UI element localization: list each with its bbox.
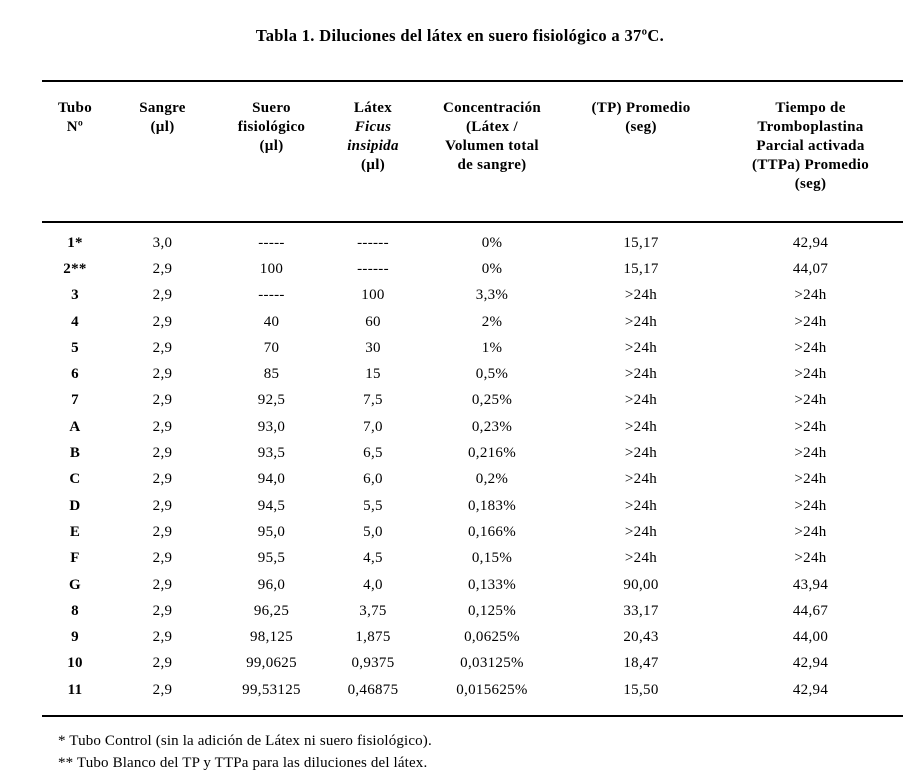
table-cell: 2,9 <box>152 313 173 330</box>
table-cell: 2,9 <box>152 523 173 540</box>
table-row <box>42 309 903 335</box>
table-cell: >24h <box>624 471 658 488</box>
footnote-blank: ** Tubo Blanco del TP y TTPa para las diluciones del látex. <box>58 754 428 771</box>
table-row <box>42 256 903 282</box>
table-cell: 0% <box>481 234 503 251</box>
table-cell: 8 <box>71 602 79 619</box>
table-cell: ----- <box>258 234 285 251</box>
table-row <box>42 222 903 256</box>
table-cell: >24h <box>624 392 658 409</box>
table-row <box>42 651 903 677</box>
column-header: Sangre (µl) <box>108 81 217 222</box>
table-row <box>42 598 903 624</box>
table-cell: >24h <box>624 366 658 383</box>
table-row <box>42 493 903 519</box>
table-cell: 4 <box>71 313 79 330</box>
table-cell: 0,125% <box>467 602 517 619</box>
table-cell: >24h <box>794 445 827 462</box>
table-cell: B <box>69 445 81 462</box>
table-cell: 0,015625% <box>456 681 528 698</box>
table-cell: >24h <box>624 418 658 435</box>
table-cell: 6,5 <box>363 445 383 462</box>
table-cell: C <box>69 471 81 488</box>
table-cell: 3,75 <box>359 602 387 619</box>
table-cell: 2,9 <box>152 497 173 514</box>
table-cell: 100 <box>259 260 284 277</box>
table-cell: 0,166% <box>467 523 517 540</box>
table-cell: 3,3% <box>475 287 509 304</box>
table-cell: 95,5 <box>257 550 286 567</box>
table-cell: 94,0 <box>257 471 286 488</box>
table-cell: 7,0 <box>363 418 383 435</box>
table-cell: 44,67 <box>792 602 829 619</box>
table-cell: 4,0 <box>363 576 383 593</box>
table-cell: >24h <box>624 287 658 304</box>
table-cell: 42,94 <box>792 681 829 698</box>
table-cell: 20,43 <box>623 629 659 646</box>
table-cell: >24h <box>624 445 658 462</box>
table-cell: 99,53125 <box>242 681 301 698</box>
table-cell: 2,9 <box>152 366 173 383</box>
table-cell: 1% <box>481 339 503 356</box>
table-cell: ------ <box>357 234 389 251</box>
table-row <box>42 440 903 466</box>
table-body <box>42 222 903 716</box>
table-cell: 6,0 <box>363 471 383 488</box>
table-cell: 85 <box>263 366 280 383</box>
table-cell: 43,94 <box>792 576 829 593</box>
table-cell: >24h <box>794 418 827 435</box>
table-cell: 94,5 <box>257 497 286 514</box>
table-cell: 4,5 <box>363 550 383 567</box>
table-cell: F <box>70 550 80 567</box>
table-cell: 0,2% <box>475 471 509 488</box>
table-cell: 2% <box>481 313 503 330</box>
table-cell: 2,9 <box>152 681 173 698</box>
table-cell: G <box>69 576 81 593</box>
table-cell: 0,0625% <box>464 629 520 646</box>
table-cell: 30 <box>365 339 381 356</box>
table-cell: 93,0 <box>257 418 286 435</box>
table-cell: 5,5 <box>363 497 383 514</box>
table-cell: 5,0 <box>363 523 383 540</box>
table-cell: 70 <box>263 339 280 356</box>
table-cell: 93,5 <box>257 445 286 462</box>
data-table-container <box>42 80 875 717</box>
table-cell: 0,46875 <box>347 681 399 698</box>
table-cell: 0,25% <box>471 392 513 409</box>
table-row <box>42 624 903 650</box>
table-row <box>42 546 903 572</box>
table-cell: 2,9 <box>152 576 173 593</box>
table-header <box>42 81 903 222</box>
table-cell: 2,9 <box>152 287 173 304</box>
table-cell: 1,875 <box>355 629 391 646</box>
table-cell: >24h <box>794 392 827 409</box>
column-header: Látex Ficus insipida (µl) <box>326 81 420 222</box>
table-row <box>42 388 903 414</box>
table-cell: >24h <box>624 550 658 567</box>
table-cell: >24h <box>794 471 827 488</box>
table-cell: >24h <box>794 550 827 567</box>
table-row <box>42 519 903 545</box>
table-cell: 92,5 <box>257 392 286 409</box>
table-cell: 3 <box>71 287 79 304</box>
table-cell: >24h <box>794 497 827 514</box>
table-cell: 96,25 <box>253 602 290 619</box>
table-cell: 0,03125% <box>460 655 524 672</box>
dilutions-table <box>42 80 903 717</box>
table-title: Tabla 1. Diluciones del látex en suero fisiológico a 37ºC. <box>255 26 665 45</box>
table-cell: 5 <box>71 339 79 356</box>
table-cell: 15,17 <box>623 260 659 277</box>
table-cell: 18,47 <box>623 655 659 672</box>
table-cell: 0,15% <box>471 550 513 567</box>
table-cell: >24h <box>794 366 827 383</box>
table-cell: 2,9 <box>152 260 173 277</box>
table-cell: >24h <box>794 523 827 540</box>
table-cell: 60 <box>365 313 381 330</box>
table-cell: 10 <box>67 655 83 672</box>
table-row <box>42 361 903 387</box>
table-cell: 0% <box>481 260 503 277</box>
column-header: (TP) Promedio (seg) <box>564 81 718 222</box>
column-header: Concentración (Látex / Volumen total de sangre) <box>420 81 564 222</box>
table-cell: 15,17 <box>623 234 659 251</box>
table-cell: 2,9 <box>152 629 173 646</box>
table-cell: 2,9 <box>152 339 173 356</box>
table-cell: >24h <box>794 339 827 356</box>
table-row <box>42 467 903 493</box>
table-cell: 42,94 <box>792 234 829 251</box>
table-cell: A <box>69 418 81 435</box>
table-cell: 2,9 <box>152 418 173 435</box>
table-cell: 9 <box>71 629 79 646</box>
table-cell: 96,0 <box>257 576 286 593</box>
table-cell: 2** <box>63 260 87 277</box>
table-cell: 3,0 <box>152 234 173 251</box>
column-header: Tiempo de Tromboplastina Parcial activada (TTPa) Promedio (seg) <box>718 81 903 222</box>
table-cell: 40 <box>263 313 280 330</box>
table-cell: 7 <box>71 392 79 409</box>
table-cell: 1* <box>67 234 83 251</box>
table-cell: 42,94 <box>792 655 829 672</box>
table-cell: 7,5 <box>363 392 383 409</box>
table-cell: E <box>69 523 81 540</box>
table-cell: 99,0625 <box>246 655 297 672</box>
table-cell: 100 <box>361 287 385 304</box>
table-cell: 2,9 <box>152 445 173 462</box>
table-cell: 11 <box>67 681 83 698</box>
table-cell: >24h <box>624 313 658 330</box>
table-cell: 44,00 <box>792 629 829 646</box>
table-cell: 2,9 <box>152 392 173 409</box>
table-cell: 2,9 <box>152 471 173 488</box>
table-header-row <box>42 81 903 222</box>
table-cell: ------ <box>357 260 389 277</box>
table-cell: 2,9 <box>152 550 173 567</box>
table-cell: 0,23% <box>471 418 513 435</box>
table-cell: 0,9375 <box>351 655 395 672</box>
footnotes <box>58 731 432 774</box>
table-cell: >24h <box>624 523 658 540</box>
table-cell: >24h <box>794 287 827 304</box>
table-cell: ----- <box>258 287 285 304</box>
table-cell: 0,5% <box>475 366 509 383</box>
column-header: Suero fisiológico (µl) <box>217 81 326 222</box>
table-cell: 6 <box>71 366 79 383</box>
table-cell: 95,0 <box>257 523 286 540</box>
table-cell: 2,9 <box>152 602 173 619</box>
table-cell: 2,9 <box>152 655 173 672</box>
table-cell: >24h <box>794 313 827 330</box>
table-row <box>42 283 903 309</box>
table-cell: 44,07 <box>792 260 829 277</box>
table-cell: >24h <box>624 339 658 356</box>
table-cell: 33,17 <box>623 602 659 619</box>
table-cell: 15,50 <box>623 681 659 698</box>
table-row <box>42 677 903 716</box>
table-cell: 15 <box>365 366 381 383</box>
table-cell: 98,125 <box>249 629 294 646</box>
table-row <box>42 572 903 598</box>
table-row <box>42 335 903 361</box>
table-cell: D <box>69 497 81 514</box>
table-cell: 0,183% <box>467 497 517 514</box>
table-row <box>42 414 903 440</box>
table-cell: 0,216% <box>467 445 517 462</box>
table-cell: >24h <box>624 497 658 514</box>
table-cell: 0,133% <box>467 576 517 593</box>
footnote-control: * Tubo Control (sin la adición de Látex ni suero fisiológico). <box>58 733 432 749</box>
column-header: Tubo Nº <box>42 81 108 222</box>
table-cell: 90,00 <box>623 576 659 593</box>
